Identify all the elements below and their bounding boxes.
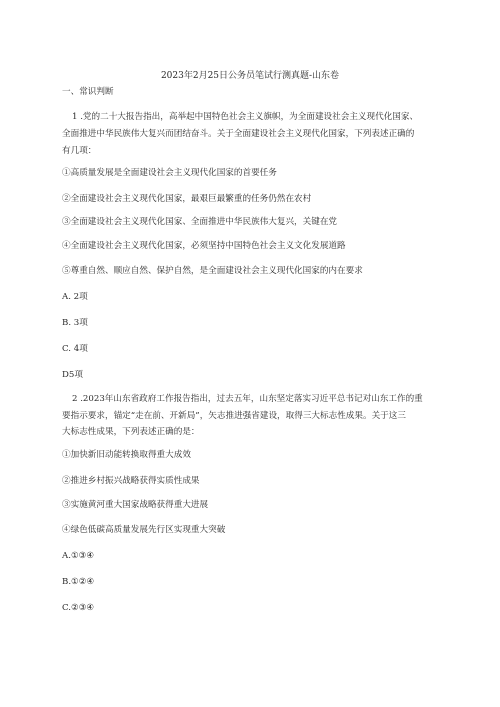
option-a: A. 2项 xyxy=(62,292,88,302)
document-title: 2023年2月25日公务员笔试行测真题-山东卷 xyxy=(160,71,340,81)
question-stem-line: 2 .2023年山东省政府工作报告指出，过去五年，山东坚定落实习近平总书记对山东工作的重 xyxy=(72,394,423,404)
option-b: B. 3项 xyxy=(62,318,88,328)
option-c: C. 4项 xyxy=(62,344,88,354)
statement: ①加快新旧动能转换取得重大成效 xyxy=(62,450,191,460)
question-stem-line: 全面推进中华民族伟大复兴而团结奋斗。关于全面建设社会主义现代化国家，下列表述正确的 xyxy=(62,129,415,139)
statement: ⑤尊重自然、顺应自然、保护自然，是全面建设社会主义现代化国家的内在要求 xyxy=(62,266,363,276)
statement: ②全面建设社会主义现代化国家，最艰巨最繁重的任务仍然在农村 xyxy=(62,194,312,204)
question-stem-line: 有几项： xyxy=(62,146,97,156)
statement: ④全面建设社会主义现代化国家，必须坚持中国特色社会主义文化发展道路 xyxy=(62,241,346,251)
option-b: B.①②④ xyxy=(62,577,95,587)
question-stem-line: 1 .党的二十大报告指出，高举起中国特色社会主义旗帜，为全面建设社会主义现代化国家、 xyxy=(72,112,419,122)
statement: ②推进乡村振兴战略获得实质性成果 xyxy=(62,476,200,486)
statement: ③实施黄河重大国家战略获得重大进展 xyxy=(62,500,209,510)
option-d: D5项 xyxy=(62,370,83,380)
statement: ①高质量发展是全面建设社会主义现代化国家的首要任务 xyxy=(62,168,277,178)
question-stem-line: 大标志性成果，下列表述正确的是： xyxy=(62,427,200,437)
statement: ④绿色低碳高质量发展先行区实现重大突破 xyxy=(62,525,226,535)
question-stem-line: 要指示要求，锚定“走在前、开新局”，矢志推进强省建设，取得三大标志性成果。关于这三 xyxy=(62,411,406,421)
option-a: A.①③④ xyxy=(62,551,95,561)
option-c: C.②③④ xyxy=(62,603,95,613)
statement: ③全面建设社会主义现代化国家、全面推进中华民族伟大复兴，关键在党 xyxy=(62,217,338,227)
section-heading: 一、常识判断 xyxy=(62,87,114,97)
